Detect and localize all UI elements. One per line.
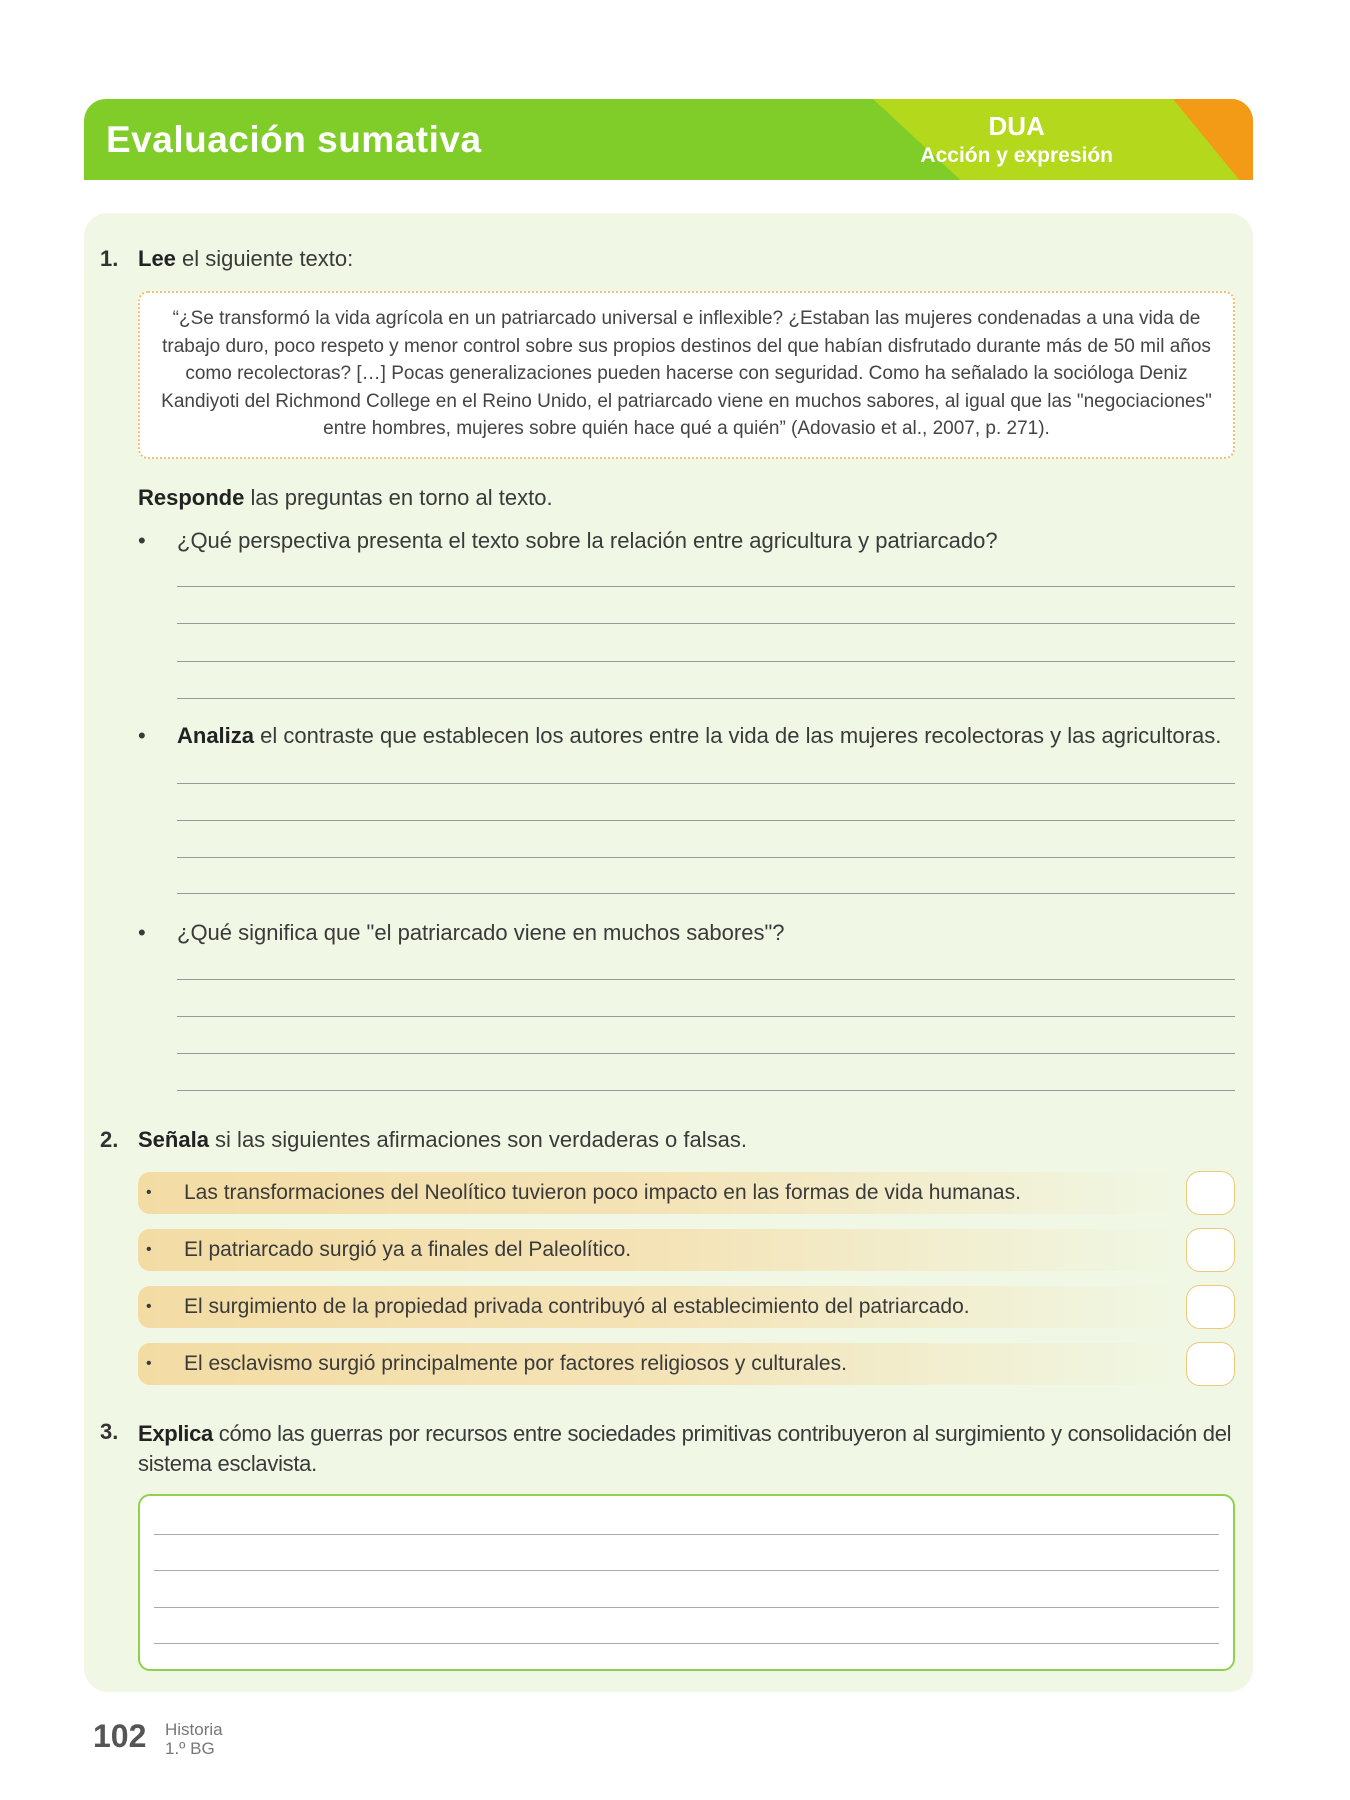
answer-line[interactable] [177,623,1235,624]
dua-title: DUA [988,111,1045,141]
bullet: • [146,1298,152,1315]
section-title: Evaluación sumativa [106,119,482,160]
dua-badge [920,111,1113,168]
question-rest: el contraste que establecen los autores entre la vida de las mujeres recolectoras y las agricultoras. [254,723,1222,748]
respond-verb: Responde [138,485,245,510]
q2-verb: Señala [138,1127,209,1152]
statement-text: El esclavismo surgió principalmente por factores religiosos y culturales. [184,1352,847,1375]
true-false-box[interactable] [1186,1228,1235,1272]
subject: Historia [165,1720,223,1739]
bullet: • [146,1355,152,1372]
true-false-box[interactable] [1186,1342,1235,1386]
section-header [84,99,1253,180]
q3-rest: cómo las guerras por recursos entre sociedades primitivas contribuyeron al surgimiento y consolidación del sistema esclavista. [138,1421,1232,1476]
statement-item [138,1286,1178,1328]
answer-line[interactable] [177,586,1235,587]
bullet: • [138,723,146,748]
question-verb: Analiza [177,723,255,748]
statement-item [138,1172,1178,1214]
footer-subject [165,1720,223,1758]
bullet: • [146,1241,152,1258]
answer-line [154,1607,1219,1608]
answer-line[interactable] [177,857,1235,858]
statement-text: Las transformaciones del Neolítico tuvieron poco impacto en las formas de vida humanas. [184,1181,1021,1204]
page-number: 102 [93,1718,147,1754]
q2-number: 2. [100,1127,119,1152]
statement-text: El surgimiento de la propiedad privada contribuyó al establecimiento del patriarcado. [184,1295,970,1318]
answer-line[interactable] [177,698,1235,699]
q3-prompt [138,1419,1238,1479]
quote-box: “¿Se transformó la vida agrícola en un patriarcado universal e inflexible? ¿Estaban las mujeres condenadas a una vida de trabajo duro, poco respeto y menor control sobre sus propios destinos del que habían disfrutado durante más de 50 mil años como recolectoras? […] Pocas generalizaciones pueden hacerse con seguridad. Como ha señalado la socióloga Deniz Kandiyoti del Richmond College en el Reino Unido, el patriarcado viene en muchos sabores, al igual que las "negociaciones" entre hombres, mujeres sobre quién hace qué a quién” (Adovasio et al., 2007, p. 271). [138,291,1235,459]
q1-rest: el siguiente texto: [175,246,354,271]
q2-prompt [138,1127,747,1153]
q3-number: 3. [100,1419,119,1444]
question-text: ¿Qué significa que "el patriarcado viene en muchos sabores"? [177,920,785,945]
q1-verb: Lee [138,246,176,271]
bullet: • [138,920,146,945]
q1-prompt [138,246,353,272]
q1-number: 1. [100,246,119,271]
answer-line[interactable] [177,893,1235,894]
statement-item [138,1343,1178,1385]
true-false-box[interactable] [1186,1285,1235,1329]
bullet: • [138,528,146,553]
answer-line [154,1643,1219,1644]
q3-verb: Explica [138,1421,213,1446]
question-text: ¿Qué perspectiva presenta el texto sobre la relación entre agricultura y patriarcado? [177,528,998,553]
true-false-box[interactable] [1186,1171,1235,1215]
statement-item [138,1229,1178,1271]
answer-line [154,1570,1219,1571]
answer-line[interactable] [177,1090,1235,1091]
answer-line[interactable] [177,1053,1235,1054]
answer-line[interactable] [177,979,1235,980]
grade: 1.º BG [165,1739,215,1758]
statement-text: El patriarcado surgió ya a finales del Paleolítico. [184,1238,632,1261]
answer-line[interactable] [177,1016,1235,1017]
respond-rest: las preguntas en torno al texto. [244,485,553,510]
answer-line[interactable] [177,820,1235,821]
answer-line[interactable] [177,661,1235,662]
bullet: • [146,1184,152,1201]
dua-subtitle: Acción y expresión [920,144,1113,167]
answer-line [154,1534,1219,1535]
answer-line[interactable] [177,783,1235,784]
q2-rest: si las siguientes afirmaciones son verdaderas o falsas. [208,1127,747,1152]
respond-instruction [138,485,553,511]
question-text [177,723,1221,749]
answer-box[interactable] [138,1494,1235,1671]
